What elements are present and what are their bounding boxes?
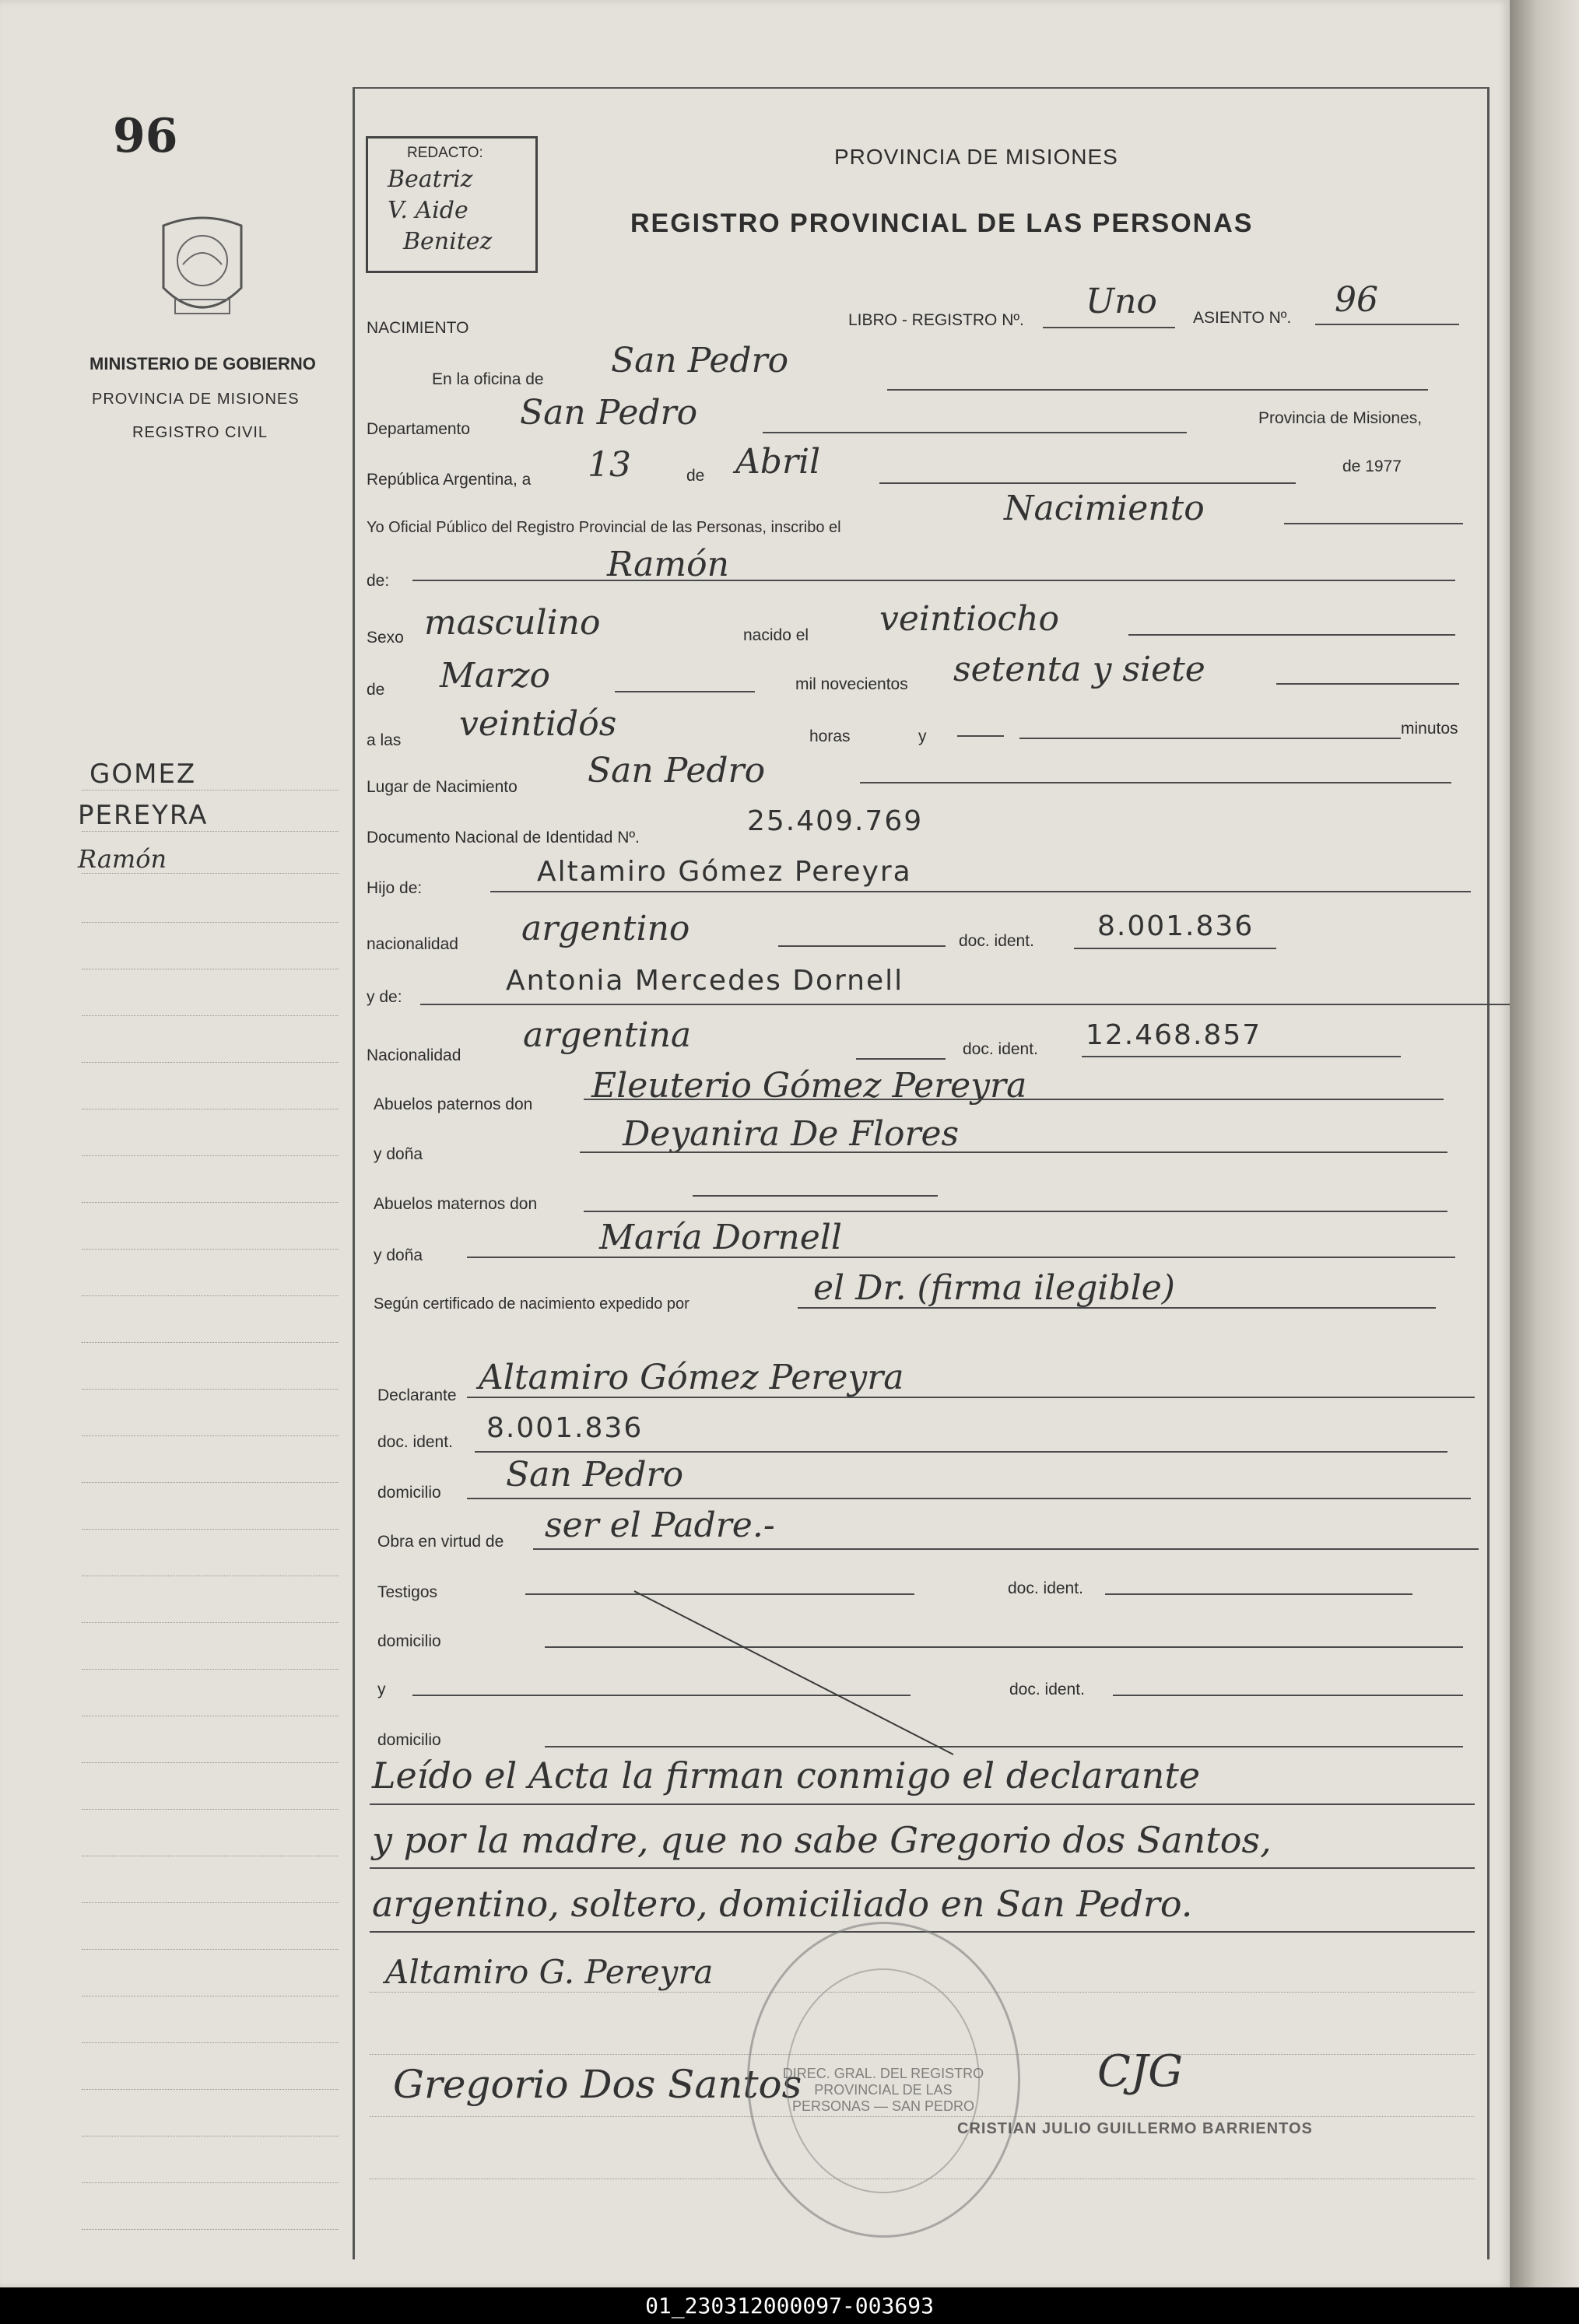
declarante-doc-label: doc. ident.: [377, 1433, 453, 1451]
domicilio2-label: domicilio: [377, 1632, 441, 1650]
lugar-label: Lugar de Nacimiento: [367, 778, 518, 796]
hora-y-label: y: [918, 727, 927, 745]
declarante-label: Declarante: [377, 1386, 457, 1404]
mil-label: mil novecientos: [795, 675, 908, 693]
nacionalidad2-label: Nacionalidad: [367, 1046, 461, 1064]
ministry-registry: REGISTRO CIVIL: [132, 424, 268, 441]
book-edge: [1510, 0, 1579, 2287]
anio-value: setenta y siete: [953, 650, 1205, 689]
signature-oficial: CJG: [1097, 2046, 1184, 2097]
minutos-label: minutos: [1401, 720, 1458, 738]
y2-label: y: [377, 1681, 386, 1698]
ydona2-label: y doña: [374, 1246, 423, 1264]
redacto-name-1: Beatriz: [388, 166, 473, 193]
oficial-label: Yo Oficial Público del Registro Provincial de las Personas, inscribo el: [367, 519, 841, 536]
nacido-label: nacido el: [743, 626, 809, 644]
padre-value: Altamiro Gómez Pereyra: [537, 856, 912, 888]
cancel-slash: [630, 1587, 957, 1762]
abuelos-mat-label: Abuelos maternos don: [374, 1195, 538, 1213]
sexo-value: masculino: [424, 603, 601, 643]
obra-value: ser el Padre.-: [545, 1506, 775, 1545]
nacido-value: veintiocho: [879, 599, 1060, 639]
dia-value: 13: [588, 445, 631, 485]
nombre-value: Ramón: [607, 545, 729, 584]
margin-given-name: Ramón: [78, 844, 167, 874]
de1977-label: de 1977: [1342, 457, 1402, 475]
departamento-label: Departamento: [367, 420, 471, 438]
provincia-suffix: Provincia de Misiones,: [1258, 409, 1423, 427]
mes2-label: de: [367, 681, 385, 699]
libro-label: LIBRO - REGISTRO Nº.: [848, 311, 1024, 329]
obra-label: Obra en virtud de: [377, 1533, 504, 1551]
hijo-label: Hijo de:: [367, 879, 423, 897]
de-label: de: [686, 467, 705, 485]
margin-surname-2: PEREYRA: [78, 800, 209, 831]
oficial-value: Nacimiento: [1004, 489, 1205, 528]
asiento-value: 96: [1335, 280, 1378, 320]
redacto-name-2: V. Aide: [388, 197, 468, 224]
ydona-label: y doña: [374, 1145, 423, 1163]
sexo-label: Sexo: [367, 629, 404, 647]
republica-label: República Argentina, a: [367, 471, 532, 489]
abuela-mat-value: María Dornell: [599, 1218, 842, 1257]
nacionalidad2-value: argentina: [523, 1015, 692, 1055]
redacto-label: REDACTO:: [407, 145, 483, 161]
nacimiento-label: NACIMIENTO: [367, 319, 469, 337]
certificado-label: Según certificado de nacimiento expedido por: [374, 1295, 689, 1313]
lugar-value: San Pedro: [588, 751, 766, 790]
nacionalidad-value: argentino: [521, 909, 690, 948]
signature-declarante: Altamiro G. Pereyra: [385, 1953, 714, 1991]
testigo-doc-label: doc. ident.: [1008, 1579, 1083, 1597]
madre-doc-value: 12.468.857: [1086, 1019, 1262, 1051]
domicilio-label: domicilio: [377, 1484, 441, 1502]
yde-label: y de:: [367, 988, 402, 1006]
ministry-province: PROVINCIA DE MISIONES: [92, 391, 300, 408]
padre-doc-value: 8.001.836: [1097, 910, 1254, 942]
registry-title: REGISTRO PROVINCIAL DE LAS PERSONAS: [630, 209, 1254, 238]
closing-line-3: argentino, soltero, domiciliado en San Pedro.: [372, 1883, 1193, 1925]
footer-id: 01_230312000097-003693: [0, 2287, 1579, 2324]
nacionalidad-label: nacionalidad: [367, 935, 458, 953]
ministry-title: MINISTERIO DE GOBIERNO: [89, 354, 316, 373]
official-name-stamp: CRISTIAN JULIO GUILLERMO BARRIENTOS: [957, 2120, 1313, 2137]
mes-value: Abril: [735, 442, 821, 482]
abuela-pat-value: Deyanira De Flores: [623, 1114, 960, 1154]
registry-stamp-text: DIREC. GRAL. DEL REGISTRO PROVINCIAL DE LAS PERSONAS — SAN PEDRO: [782, 2066, 984, 2114]
redacto-box: [366, 136, 538, 273]
closing-line-1: Leído el Acta la firman conmigo el declarante: [372, 1754, 1201, 1796]
province-header: PROVINCIA DE MISIONES: [834, 145, 1118, 169]
padre-doc-label: doc. ident.: [959, 932, 1034, 950]
oficina-value: San Pedro: [611, 341, 789, 380]
asiento-label: ASIENTO Nº.: [1193, 309, 1292, 327]
page-number: 96: [113, 109, 178, 163]
mes2-value: Marzo: [440, 656, 550, 696]
domicilio3-label: domicilio: [377, 1731, 441, 1749]
libro-value: Uno: [1086, 282, 1157, 321]
margin-surname-1: GOMEZ: [89, 759, 197, 790]
abuelo-pat-value: Eleuterio Gómez Pereyra: [591, 1066, 1027, 1106]
dni-value: 25.409.769: [747, 805, 924, 837]
domicilio-value: San Pedro: [506, 1455, 684, 1495]
closing-line-2: y por la madre, que no sabe Gregorio dos Santos,: [372, 1819, 1272, 1861]
departamento-value: San Pedro: [520, 393, 698, 433]
redacto-name-3: Benitez: [403, 228, 493, 255]
certificado-value: el Dr. (firma ilegible): [813, 1268, 1175, 1308]
oficina-label: En la oficina de: [432, 370, 544, 388]
signature-testigo: Gregorio Dos Santos: [393, 2062, 802, 2107]
testigo2-doc-label: doc. ident.: [1009, 1681, 1085, 1698]
abuelos-pat-label: Abuelos paternos don: [374, 1095, 533, 1113]
alas-label: a las: [367, 731, 402, 749]
declarante-doc-value: 8.001.836: [486, 1412, 644, 1444]
de-nombre-label: de:: [367, 572, 390, 590]
horas-label: horas: [809, 727, 851, 745]
madre-value: Antonia Mercedes Dornell: [506, 965, 904, 997]
dni-label: Documento Nacional de Identidad Nº.: [367, 829, 640, 847]
hora-value: veintidós: [459, 704, 617, 744]
madre-doc-label: doc. ident.: [963, 1040, 1038, 1058]
coat-of-arms-icon: [148, 210, 257, 335]
declarante-value: Altamiro Gómez Pereyra: [479, 1358, 904, 1397]
testigos-label: Testigos: [377, 1583, 438, 1601]
